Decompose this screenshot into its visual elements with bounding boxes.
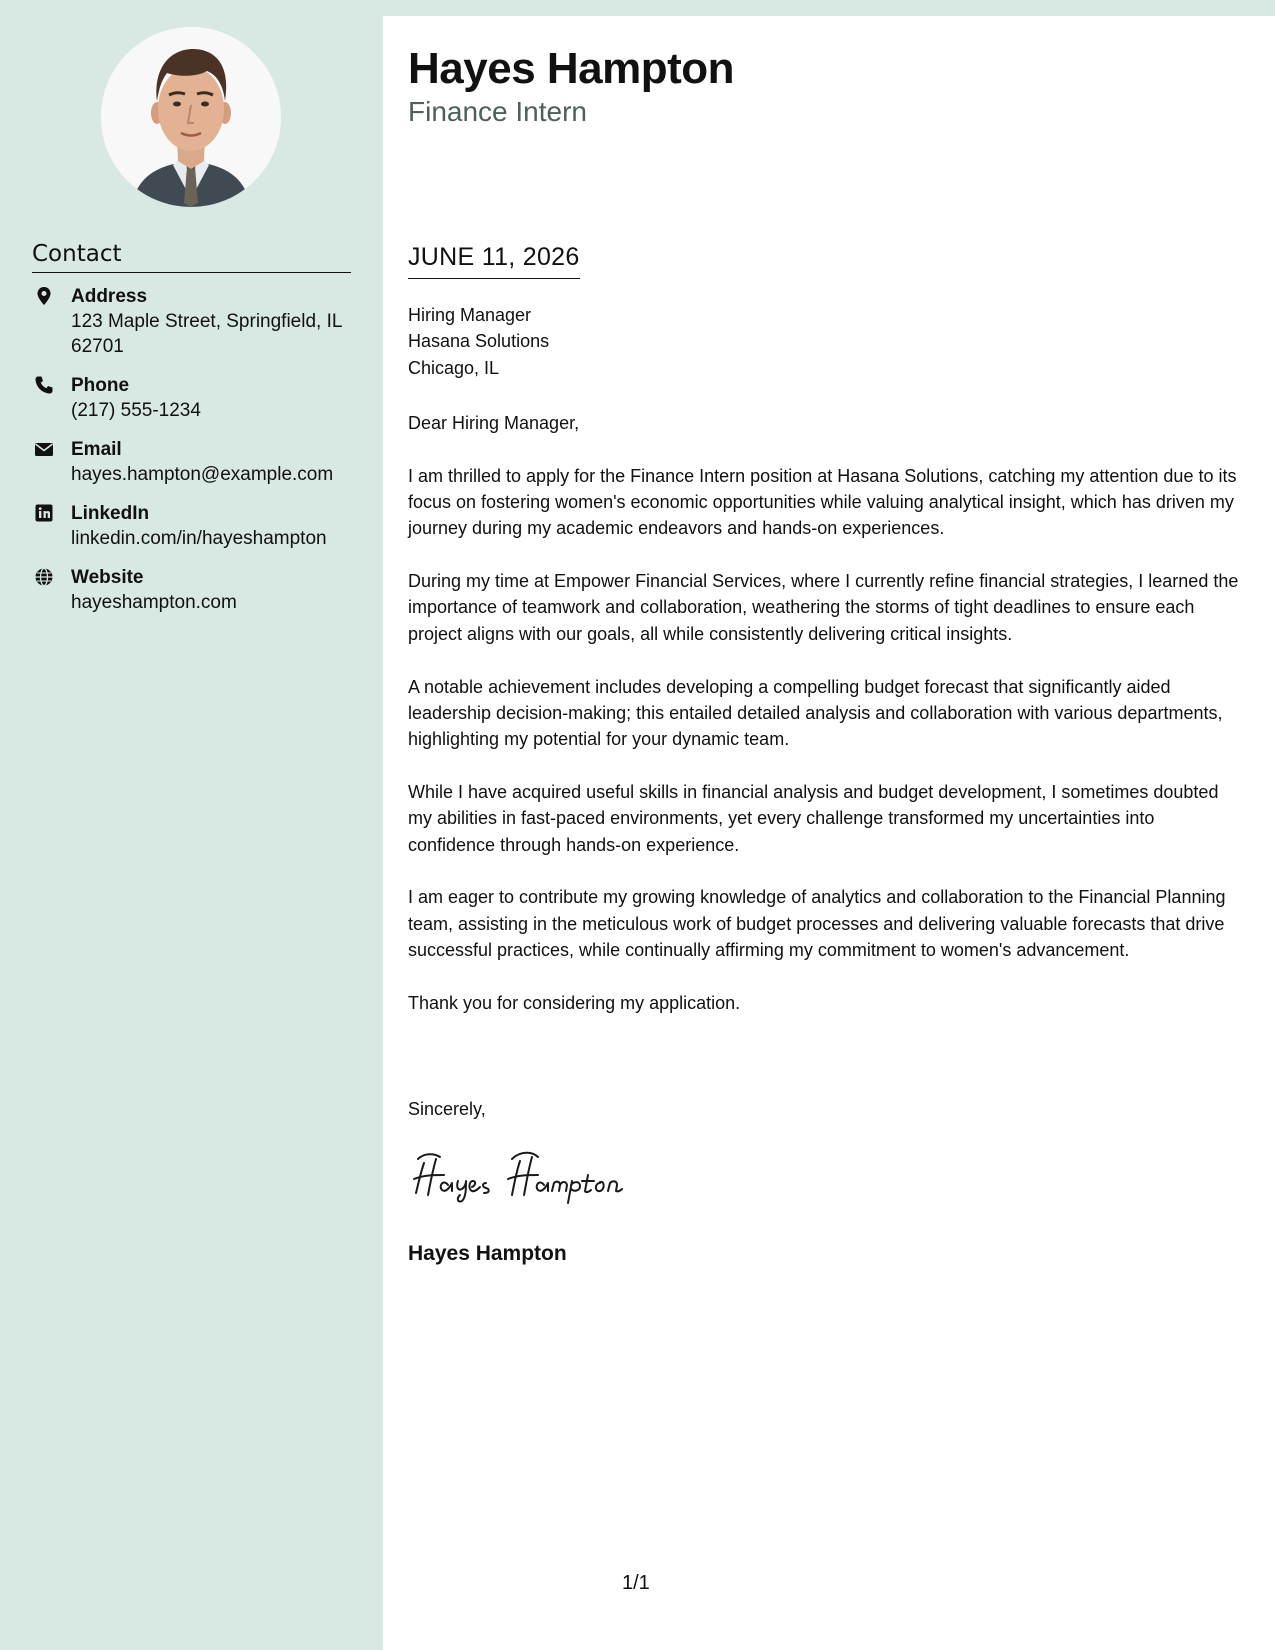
letter-body [408,410,1246,1043]
recipient-line: Hasana Solutions [408,331,550,352]
contact-item-phone [32,373,362,423]
recipient-block [408,302,549,381]
letter-paragraph: Thank you for considering my application. [408,992,741,1013]
contact-item-email [32,437,362,487]
email-value[interactable]: hayes.hampton@example.com [71,464,334,485]
contact-section-title: Contact [32,240,351,273]
letter-paragraph: I am eager to contribute my growing knowledge of analytics and collaboration to the Financial Planning team, assisting in the meticulous work of budget processes and delivering valuable forecasts that drive successful practices, while continually affirming my commitment to women's advancement. [408,887,1226,960]
globe-icon [34,567,54,587]
location-pin-icon [34,286,54,306]
contact-item-address [32,284,362,359]
letter-paragraph: A notable achievement includes developing a compelling budget forecast that significantly aided leadership decision-making; this entailed detailed analysis and collaboration with various departments, highlighting my potential for your dynamic team. [408,676,1223,750]
address-value: 123 Maple Street, Springfield, IL 62701 [71,311,342,357]
linkedin-icon [34,503,54,523]
closing: Sincerely, [408,1099,486,1119]
signed-name: Hayes Hampton [408,1242,567,1265]
greeting: Dear Hiring Manager, [408,413,580,433]
website-label: Website [71,567,144,588]
handwritten-signature [410,1145,670,1205]
phone-label: Phone [71,375,130,396]
recipient-line: Chicago, IL [408,357,500,378]
contact-item-website [32,565,362,615]
page-number: 1/1 [622,1572,650,1594]
sidebar [0,0,383,1650]
contact-item-linkedin [32,501,362,551]
portrait-illustration [101,27,281,207]
recipient-line: Hiring Manager [408,305,532,325]
letter-paragraph: I am thrilled to apply for the Finance Intern position at Hasana Solutions, catching my attention due to its focus on fostering women's economic opportunities while valuing analytical insight, which has driven my journey during my academic endeavors and hands-on experiences. [408,465,1237,539]
linkedin-value[interactable]: linkedin.com/in/hayeshampton [71,528,327,549]
email-label: Email [71,439,122,460]
phone-icon [34,375,54,395]
envelope-icon [34,439,54,459]
applicant-role: Finance Intern [408,96,587,127]
phone-value[interactable]: (217) 555-1234 [71,400,201,421]
profile-photo [101,27,281,207]
applicant-name: Hayes Hampton [408,44,735,93]
address-label: Address [71,286,148,307]
website-value[interactable]: hayeshampton.com [71,592,237,613]
linkedin-label: LinkedIn [71,503,150,524]
letter-date: JUNE 11, 2026 [408,242,580,279]
contact-list [32,284,362,629]
letter-paragraph: During my time at Empower Financial Services, where I currently refine financial strategies, I learned the importance of teamwork and collaboration, weathering the storms of tight deadlines to ensure each project aligns with our goals, all while consistently delivering critical insights. [408,571,1239,644]
letter-paragraph: While I have acquired useful skills in financial analysis and budget development, I sometimes doubted my abilities in fast-paced environments, yet every challenge transformed my uncertainties into confidence through hands-on experience. [408,781,1219,855]
